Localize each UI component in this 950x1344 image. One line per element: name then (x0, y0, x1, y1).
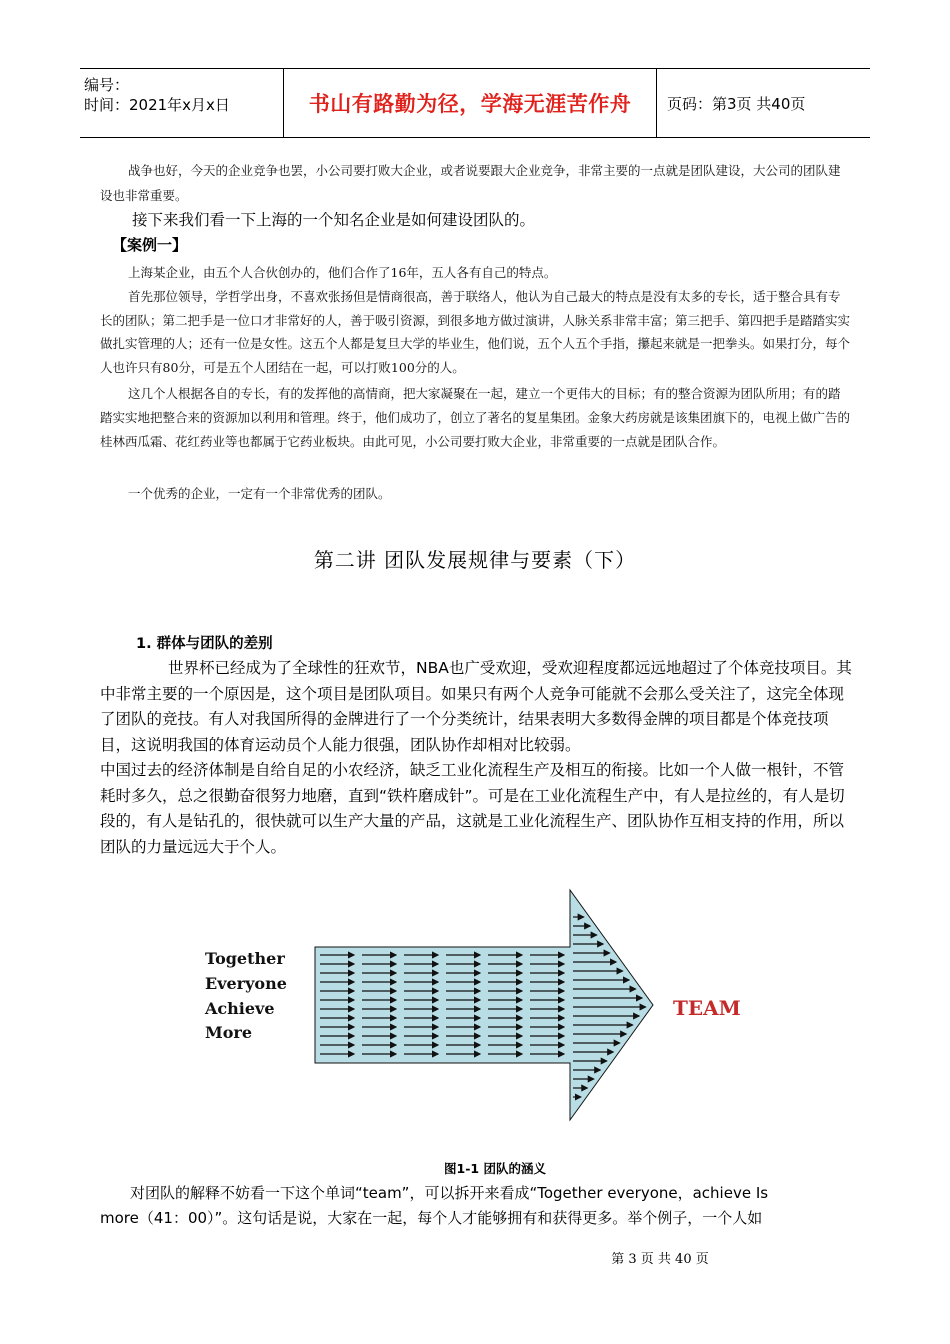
team-diagram (195, 885, 795, 1155)
word-achieve: Achieve (205, 999, 275, 1018)
section-heading: 1. 群体与团队的差别 (136, 636, 273, 652)
paragraph-case-company: 上海某企业，由五个人合伙创办的，他们合作了16年，五人各有自己的特点。 (128, 265, 557, 280)
team-word: TEAM (673, 996, 741, 1020)
paragraph-team-line1: 对团队的解释不妨看一下这个单词“team”，可以拆开来看成“Together everyone，achieve Is (130, 1184, 769, 1202)
case-title: 【案例一】 (112, 236, 188, 254)
paragraph-conclusion: 一个优秀的企业，一定有一个非常优秀的团队。 (128, 486, 391, 501)
header-page-info: 页码：第3页 共40页 (667, 94, 806, 113)
figure-caption: 图1-1 团队的涵义 (444, 1161, 546, 1176)
acronym-words (204, 949, 287, 1042)
number-label: 编号： (84, 76, 130, 94)
page-header (80, 68, 870, 138)
paragraph-economy: 中国过去的经济体制是自给自足的小农经济，缺乏工业化流程生产及相互的衔接。比如一个人做一根针，不管耗时多久，总之很勤奋很努力地磨，直到“铁杵磨成针”。可是在工业化流程生产中，有人是拉丝的，有人是切段的，有人是钻孔的，很快就可以生产大量的产品，这就是工业化流程生产、团队协作互相支持的作用，所以团队的力量远远大于个人。 (100, 761, 845, 856)
paragraph-team-line2: more（41：00）”。这句话是说，大家在一起，每个人才能够拥有和获得更多。举个例子，一个人如 (100, 1209, 763, 1227)
paragraph-case-result: 这几个人根据各自的专长，有的发挥他的高情商，把大家凝聚在一起，建立一个更伟大的目标；有的整合资源为团队所用；有的踏踏实实地把整合来的资源加以利用和管理。终于，他们成功了，创立了著名的复星集团。金象大药房就是该集团旗下的，电视上做广告的桂林西瓜霜、花红药业等也都属于它药业板块。由此可见，小公司要打败大企业，非常重要的一点就是团队合作。 (100, 386, 851, 449)
header-left-cell (80, 69, 284, 137)
date-label: 时间：2021年x月x日 (84, 96, 230, 114)
lecture-title: 第二讲 团队发展规律与要素（下） (313, 548, 637, 572)
page-footer: 第 3 页 共 40 页 (611, 1252, 709, 1267)
word-more: More (205, 1023, 252, 1042)
paragraph-competition: 战争也好，今天的企业竞争也罢，小公司要打败大企业，或者说要跟大企业竞争，非常主要的一点就是团队建设，大公司的团队建设也非常重要。 (100, 163, 841, 203)
header-motto: 书山有路勤为径，学海无涯苦作舟 (284, 69, 657, 137)
team-arrow-graphic (195, 885, 795, 1155)
paragraph-world-cup: 世界杯已经成为了全球性的狂欢节，NBA也广受欢迎，受欢迎程度都远远地超过了个体竞技项目。其中非常主要的一个原因是，这个项目是团队项目。如果只有两个人竞争可能就不会那么受关注了，这完全体现了团队的竞技。有人对我国所得的金牌进行了一个分类统计，结果表明大多数得金牌的项目都是个体竞技项目，这说明我国的体育运动员个人能力很强，团队协作却相对比较弱。 (100, 659, 852, 754)
paragraph-case-leaders: 首先那位领导，学哲学出身，不喜欢张扬但是情商很高，善于联络人，他认为自己最大的特点是没有太多的专长，适于整合具有专长的团队；第二把手是一位口才非常好的人，善于吸引资源，到很多地方做过演讲，人脉关系非常丰富；第三把手、第四把手是踏踏实实做扎实管理的人；还有一位是女性。这五个人都是复旦大学的毕业生，他们说，五个人五个手指，攥起来就是一把拳头。如果打分，每个人也许只有80分，可是五个人团结在一起，可以打败100分的人。 (100, 289, 851, 375)
word-everyone: Everyone (205, 974, 287, 993)
paragraph-intro-case: 接下来我们看一下上海的一个知名企业是如何建设团队的。 (132, 211, 536, 229)
big-arrow-shape (315, 890, 653, 1120)
word-together: Together (205, 949, 285, 968)
